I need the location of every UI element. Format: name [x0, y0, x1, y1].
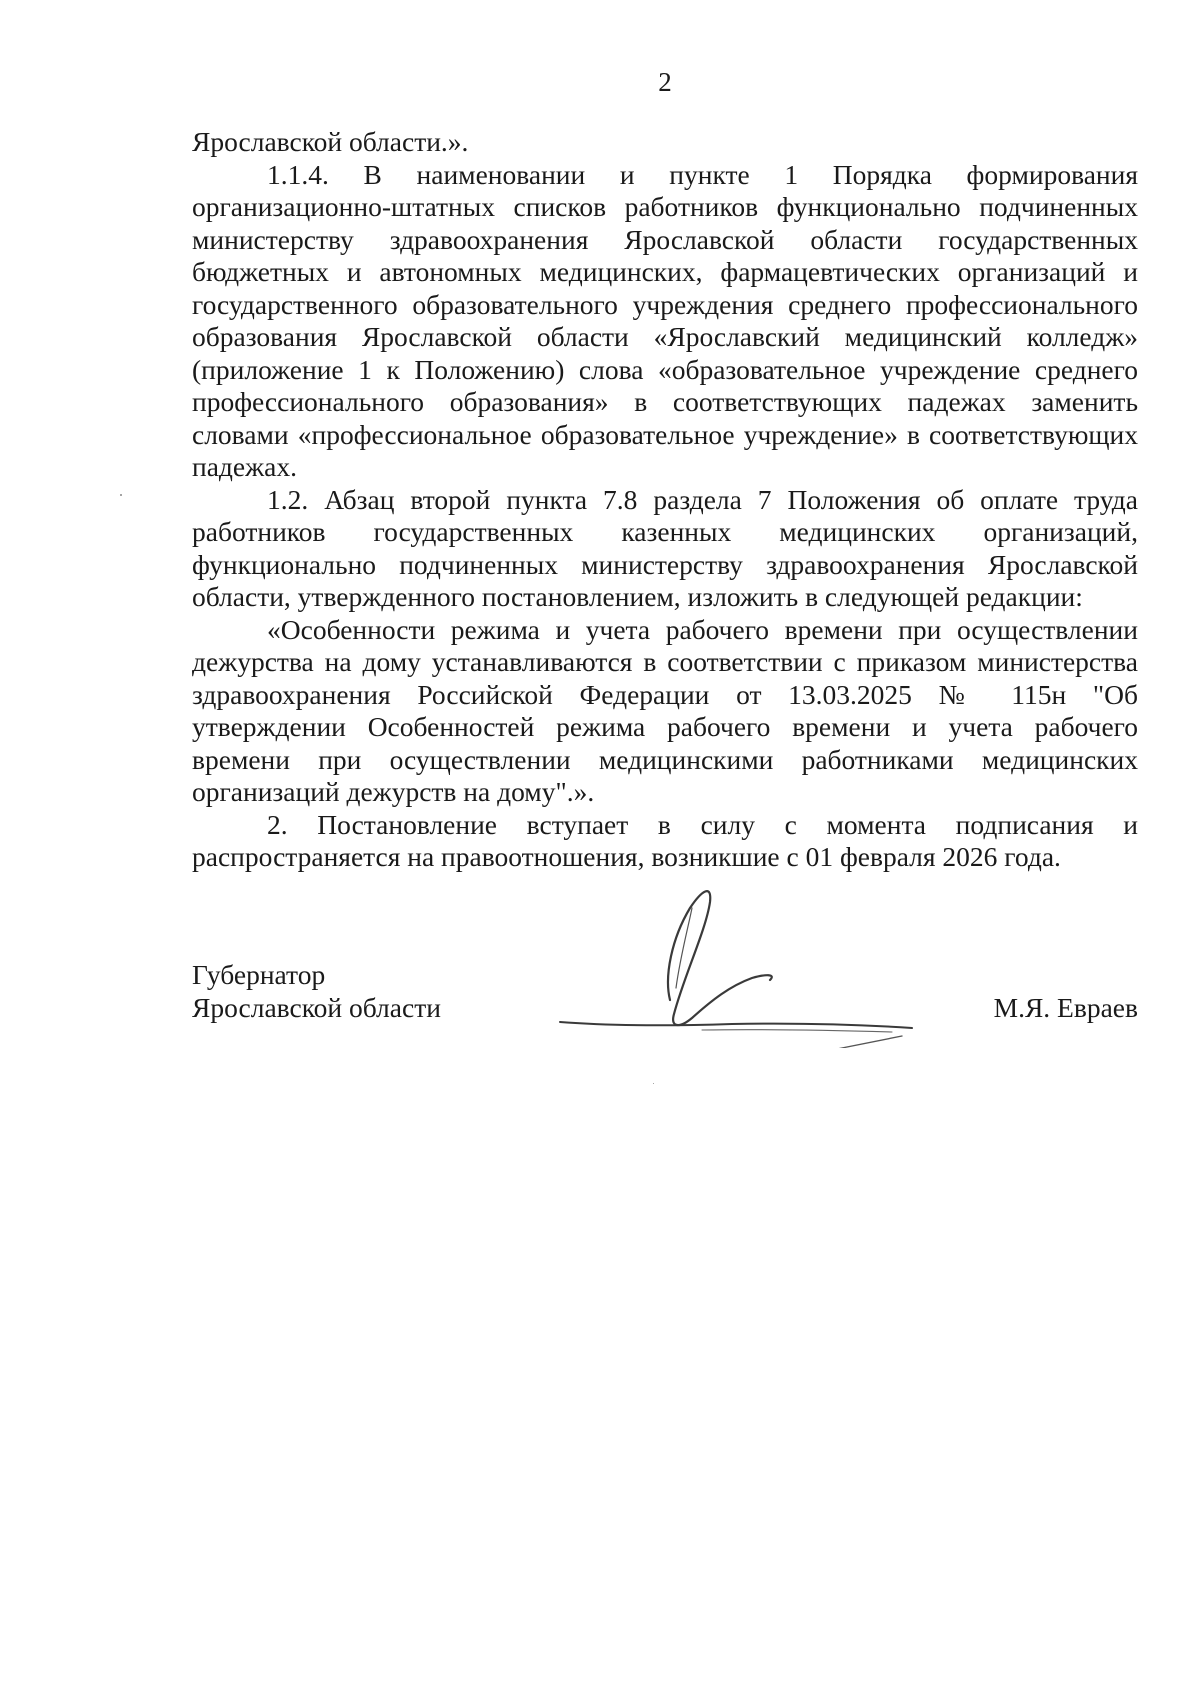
- signer-name: М.Я. Евраев: [993, 992, 1138, 1023]
- signer-title-line1: Губернатор: [192, 959, 326, 990]
- signer-title-line2: Ярославской области: [192, 992, 441, 1023]
- page-number: 2: [658, 67, 672, 97]
- scan-speck: [120, 494, 122, 496]
- paragraph-1-2: 1.2. Абзац второй пункта 7.8 раздела 7 Положения об оплате труда работников государственных казенных медицинских организаций, функционально подчиненных министерству здравоохранения Ярославской области, утвержденного постановлением, изложить в следующей редакции:: [192, 483, 1138, 612]
- handwritten-signature-icon: [552, 878, 932, 1048]
- paragraph-2: 2. Постановление вступает в силу с момента подписания и распространяется на правоотношения, возникшие с 01 февраля 2026 года.: [192, 808, 1138, 872]
- signature-block: [192, 958, 1138, 1068]
- paragraph-1-1-4: 1.1.4. В наименовании и пункте 1 Порядка формирования организационно-штатных списков работников функционально подчиненных министерству здравоохранения Ярославской области государственных бюджетных и автономных медицинских, фармацевтических организаций и государственного образовательного учреждения среднего профессионального образования Ярославской области «Ярославский медицинский колледж» (приложение 1 к Положению) слова «образовательное учреждение среднего профессионального образования» в соответствующих падежах заменить словами «профессиональное образовательное учреждение» в соответствующих падежах.: [192, 158, 1138, 482]
- scan-speck: [653, 1083, 654, 1084]
- signer-title: [192, 958, 441, 1024]
- paragraph-continuation: Ярославской области.».: [192, 126, 469, 157]
- paragraph-quote: «Особенности режима и учета рабочего времени при осуществлении дежурства на дому устанавливаются в соответствии с приказом министерства здравоохранения Российской Федерации от 13.03.2025 № 115н "Об утверждении Особенностей режима рабочего времени и учета рабочего времени при осуществлении медицинскими работниками медицинских организаций дежурств на дому".».: [192, 613, 1138, 807]
- document-body: [192, 126, 1138, 874]
